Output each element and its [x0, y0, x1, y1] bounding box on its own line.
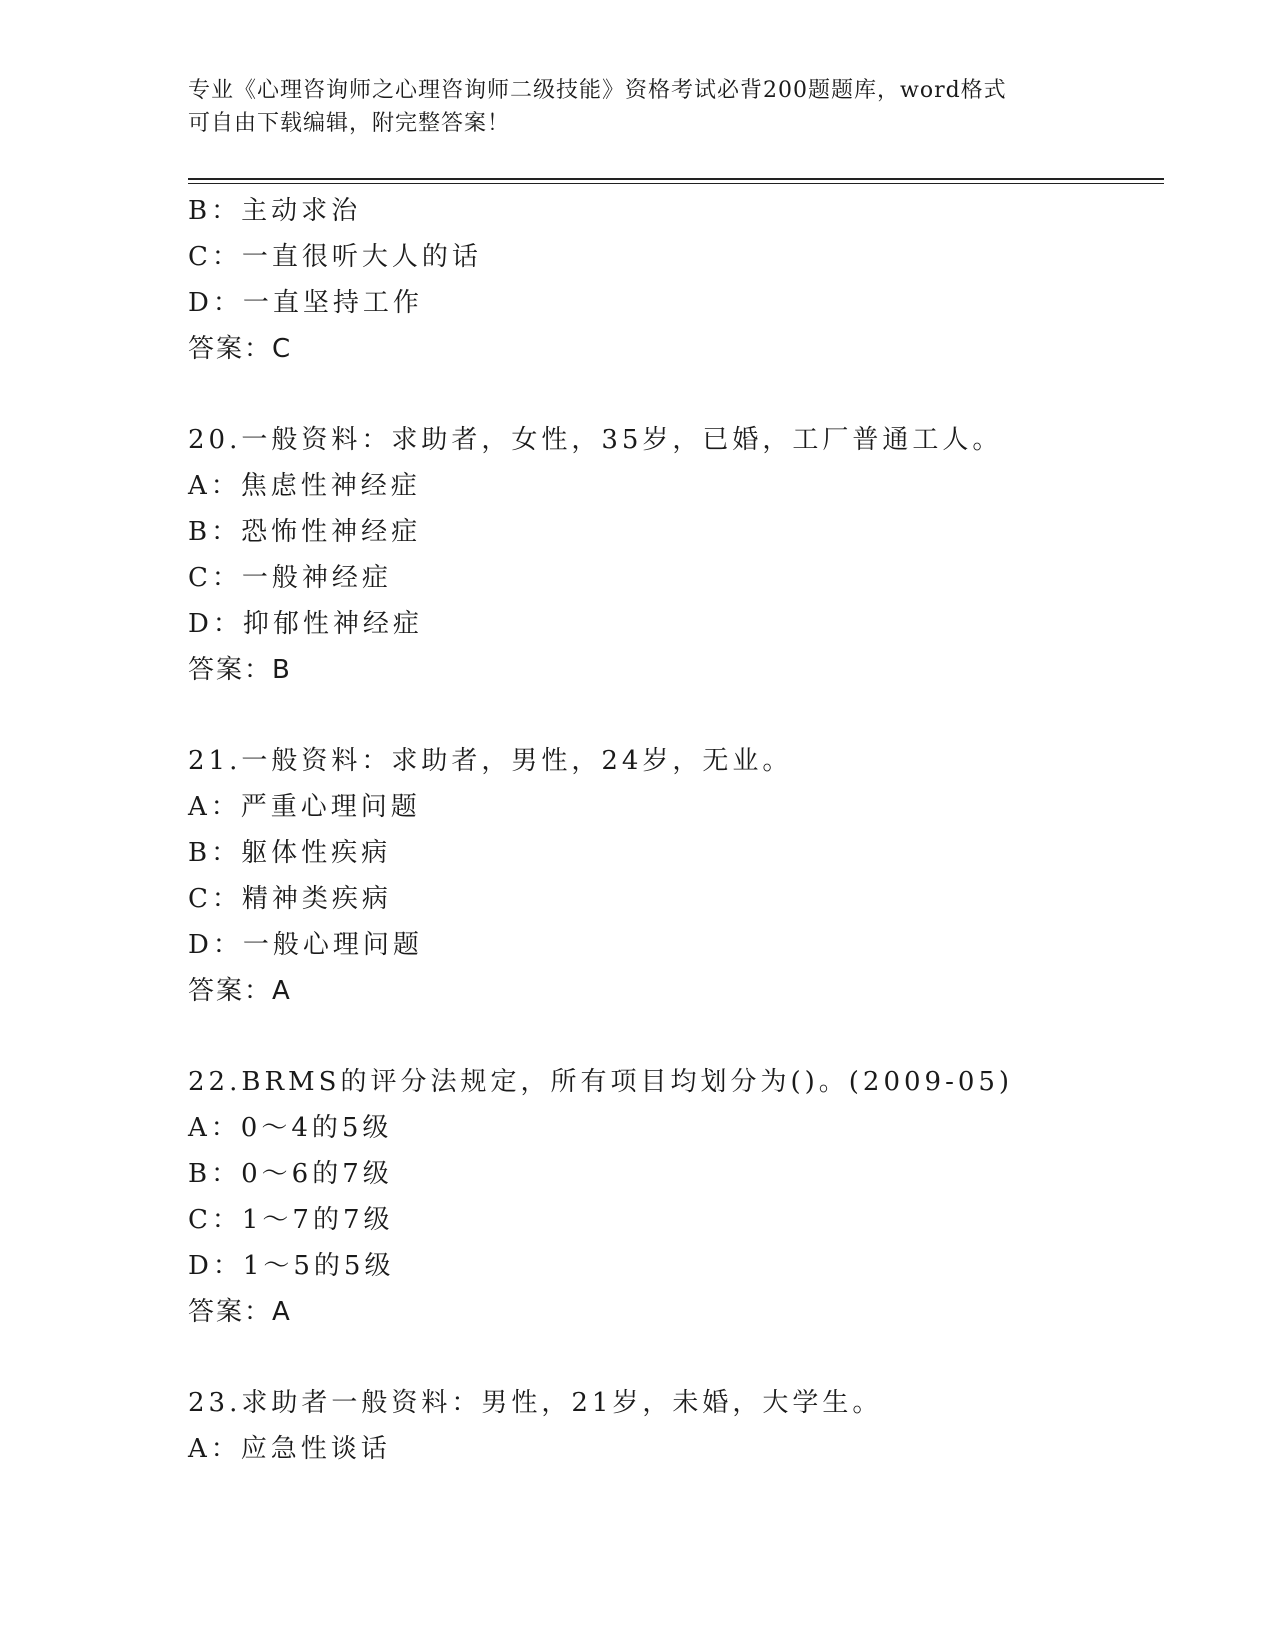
- option-c: C：精神类疾病: [188, 884, 392, 914]
- question-list: [188, 188, 1164, 1472]
- option-a: A：严重心理问题: [188, 792, 421, 822]
- question-text: 20.一般资料：求助者，女性，35岁，已婚，工厂普通工人。: [188, 425, 1003, 455]
- question-text: 22.BRMS的评分法规定，所有项目均划分为()。(2009-05): [188, 1067, 1014, 1097]
- document-header: [188, 74, 1088, 140]
- option-b: B：躯体性疾病: [188, 838, 392, 868]
- option-a: A：应急性谈话: [188, 1434, 391, 1464]
- option-a: A：0～4的5级: [188, 1113, 393, 1143]
- question-text: 23.求助者一般资料：男性，21岁，未婚，大学生。: [188, 1388, 883, 1418]
- option-c: C：一般神经症: [188, 563, 392, 593]
- option-b: B：0～6的7级: [188, 1159, 393, 1189]
- header-line-1: 专业《心理咨询师之心理咨询师二级技能》资格考试必背200题题库，word格式: [188, 78, 1007, 103]
- answer-label: 答案：A: [188, 1297, 292, 1327]
- answer-label: 答案：C: [188, 334, 293, 364]
- question-block: [188, 417, 1164, 693]
- answer-label: 答案：A: [188, 976, 292, 1006]
- answer-label: 答案：B: [188, 655, 292, 685]
- header-rule-thin: [188, 183, 1164, 184]
- question-block: [188, 738, 1164, 1014]
- option-d: D：1～5的5级: [188, 1251, 395, 1281]
- option-d: D：抑郁性神经症: [188, 609, 423, 639]
- option-b: B：恐怖性神经症: [188, 517, 422, 547]
- question-block: [188, 1380, 1164, 1472]
- option-c: C：一直很听大人的话: [188, 242, 482, 272]
- header-rule-thick: [188, 178, 1164, 180]
- header-line-2: 可自由下载编辑，附完整答案！: [188, 111, 511, 136]
- question-text: 21.一般资料：求助者，男性，24岁，无业。: [188, 746, 793, 776]
- question-block: [188, 1059, 1164, 1335]
- option-b: B：主动求治: [188, 196, 362, 226]
- option-d: D：一直坚持工作: [188, 288, 423, 318]
- option-a: A：焦虑性神经症: [188, 471, 421, 501]
- option-d: D：一般心理问题: [188, 930, 423, 960]
- question-block: [188, 188, 1164, 372]
- option-c: C：1～7的7级: [188, 1205, 394, 1235]
